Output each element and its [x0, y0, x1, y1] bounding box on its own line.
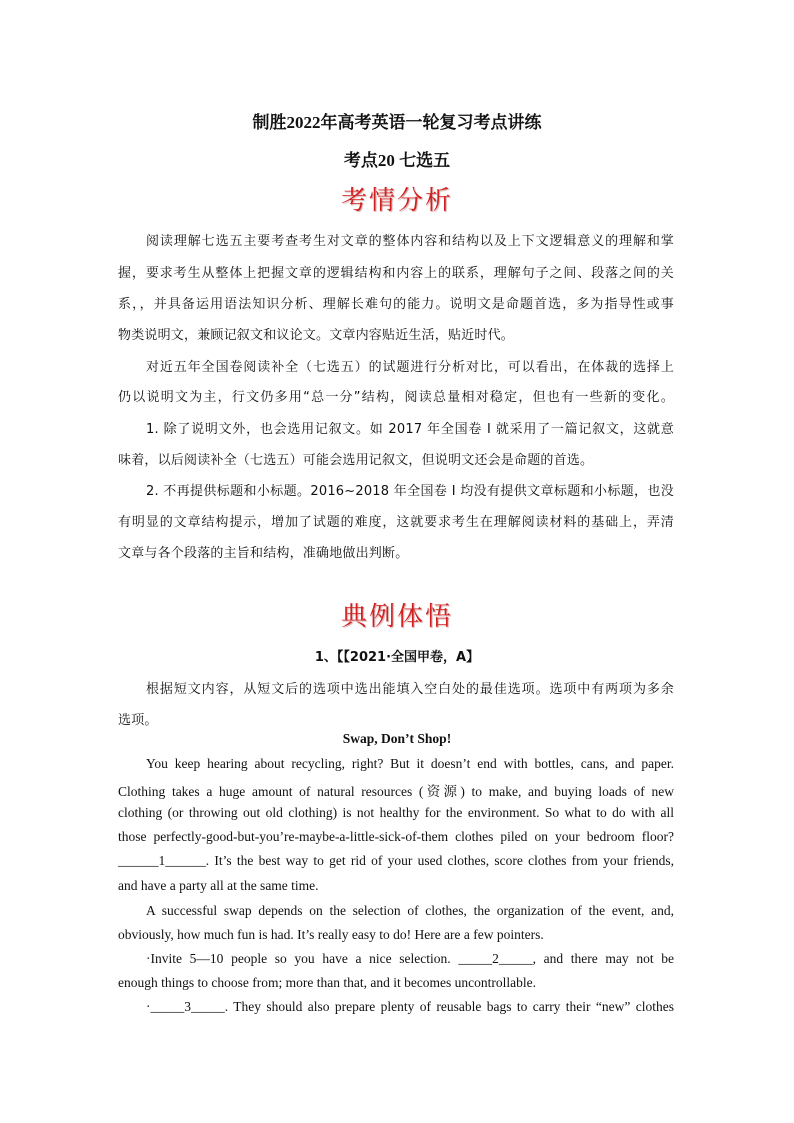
instruction-line: 根据短文内容，从短文后的选项中选出能填入空白处的最佳选项。选项中有两项为多余: [146, 682, 674, 697]
analysis-line: 握，要求考生从整体上把握文章的逻辑结构和内容上的联系，理解句子之间、段落之间的关: [118, 266, 674, 281]
passage-title: Swap, Don’t Shop!: [342, 731, 452, 746]
analysis-line: 味着，以后阅读补全（七选五）可能会选用记叙文，但说明文还会是命题的首选。: [118, 453, 594, 468]
question-heading: 1、【【2021·全国甲卷，A】: [314, 650, 480, 665]
section-heading-examples: 典例体悟: [340, 602, 453, 632]
analysis-line: 仍以说明文为主，行文仍多用“总一分”结构，阅读总量相对稳定，但也有一些新的变化。: [118, 390, 674, 405]
document-title: 制胜2022年高考英语一轮复习考点讲练: [252, 113, 542, 132]
passage-line: clothing (or throwing out old clothing) is not healthy for the environment. So what to do with all: [118, 805, 674, 820]
analysis-line: 2. 不再提供标题和小标题。2016~2018 年全国卷 I 均没有提供文章标题和小标题，也没: [146, 484, 674, 499]
analysis-line: 1. 除了说明文外，也会选用记叙文。如 2017 年全国卷 I 就采用了一篇记叙文，这就意: [146, 422, 674, 437]
analysis-line: 阅读理解七选五主要考查考生对文章的整体内容和结构以及上下文逻辑意义的理解和掌: [146, 234, 674, 249]
analysis-line: 对近五年全国卷阅读补全（七选五）的试题进行分析对比，可以看出，在体裁的选择上: [146, 360, 674, 375]
passage-line: A successful swap depends on the selection of clothes, the organization of the event, and,: [146, 903, 674, 918]
passage-line: ·Invite 5—10 people so you have a nice selection. _____2_____, and there may not be: [146, 951, 674, 966]
analysis-line: 物类说明文，兼顾记叙文和议论文。文章内容贴近生活，贴近时代。: [118, 328, 515, 343]
analysis-line: 文章与各个段落的主旨和结构，准确地做出判断。: [118, 546, 409, 561]
passage-line: You keep hearing about recycling, right? But it doesn’t end with bottles, cans, and paper.: [146, 756, 674, 771]
section-heading-analysis: 考情分析: [340, 186, 453, 216]
passage-line: and have a party all at the same time.: [118, 878, 319, 893]
passage-line: enough things to choose from; more than that, and it becomes uncontrollable.: [118, 975, 537, 990]
passage-line: those perfectly-good-but-you’re-maybe-a-little-sick-of-them clothes piled on your bedroom floor?: [118, 829, 674, 844]
instruction-line: 选项。: [118, 713, 158, 728]
analysis-line: 有明显的文章结构提示，增加了试题的难度，这就要求考生在理解阅读材料的基础上，弄清: [118, 515, 674, 530]
analysis-line: 系，，并具备运用语法知识分析、理解长难句的能力。说明文是命题首选，多为指导性或事: [118, 297, 674, 312]
passage-line: ·_____3_____. They should also prepare plenty of reusable bags to carry their “new” clothes: [146, 999, 674, 1014]
passage-line: Clothing takes a huge amount of natural resources (资源) to make, and buying loads of new: [118, 784, 674, 799]
passage-line: obviously, how much fun is had. It’s really easy to do! Here are a few pointers.: [118, 927, 544, 942]
document-subtitle: 考点20 七选五: [343, 151, 451, 170]
passage-line: ______1______. It’s the best way to get rid of your used clothes, score clothes from your friends,: [118, 853, 674, 868]
